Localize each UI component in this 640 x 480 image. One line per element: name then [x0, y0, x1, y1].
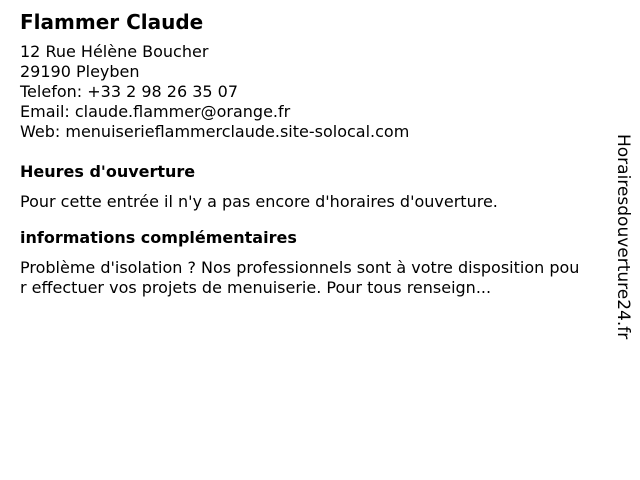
business-entry — [20, 10, 600, 298]
contact-block — [20, 42, 600, 142]
phone-number: Telefon: +33 2 98 26 35 07 — [20, 82, 239, 101]
website-address: Web: menuiserieflammerclaude.site-solocal.com — [20, 122, 410, 141]
opening-hours-heading: Heures d'ouverture — [20, 162, 196, 181]
business-name: Flammer Claude — [20, 10, 204, 34]
city-postal: 29190 Pleyben — [20, 62, 140, 81]
street-address: 12 Rue Hélène Boucher — [20, 42, 209, 61]
email-address: Email: claude.flammer@orange.fr — [20, 102, 291, 121]
additional-info-text: Problème d'isolation ? Nos professionnels sont à votre disposition pour effectuer vos projets de menuiserie. Pour tous renseign... — [20, 258, 580, 297]
site-watermark: Horairesdouverture24.fr — [613, 134, 633, 340]
additional-info-heading: informations complémentaires — [20, 228, 297, 247]
opening-hours-text: Pour cette entrée il n'y a pas encore d'horaires d'ouverture. — [20, 192, 498, 211]
